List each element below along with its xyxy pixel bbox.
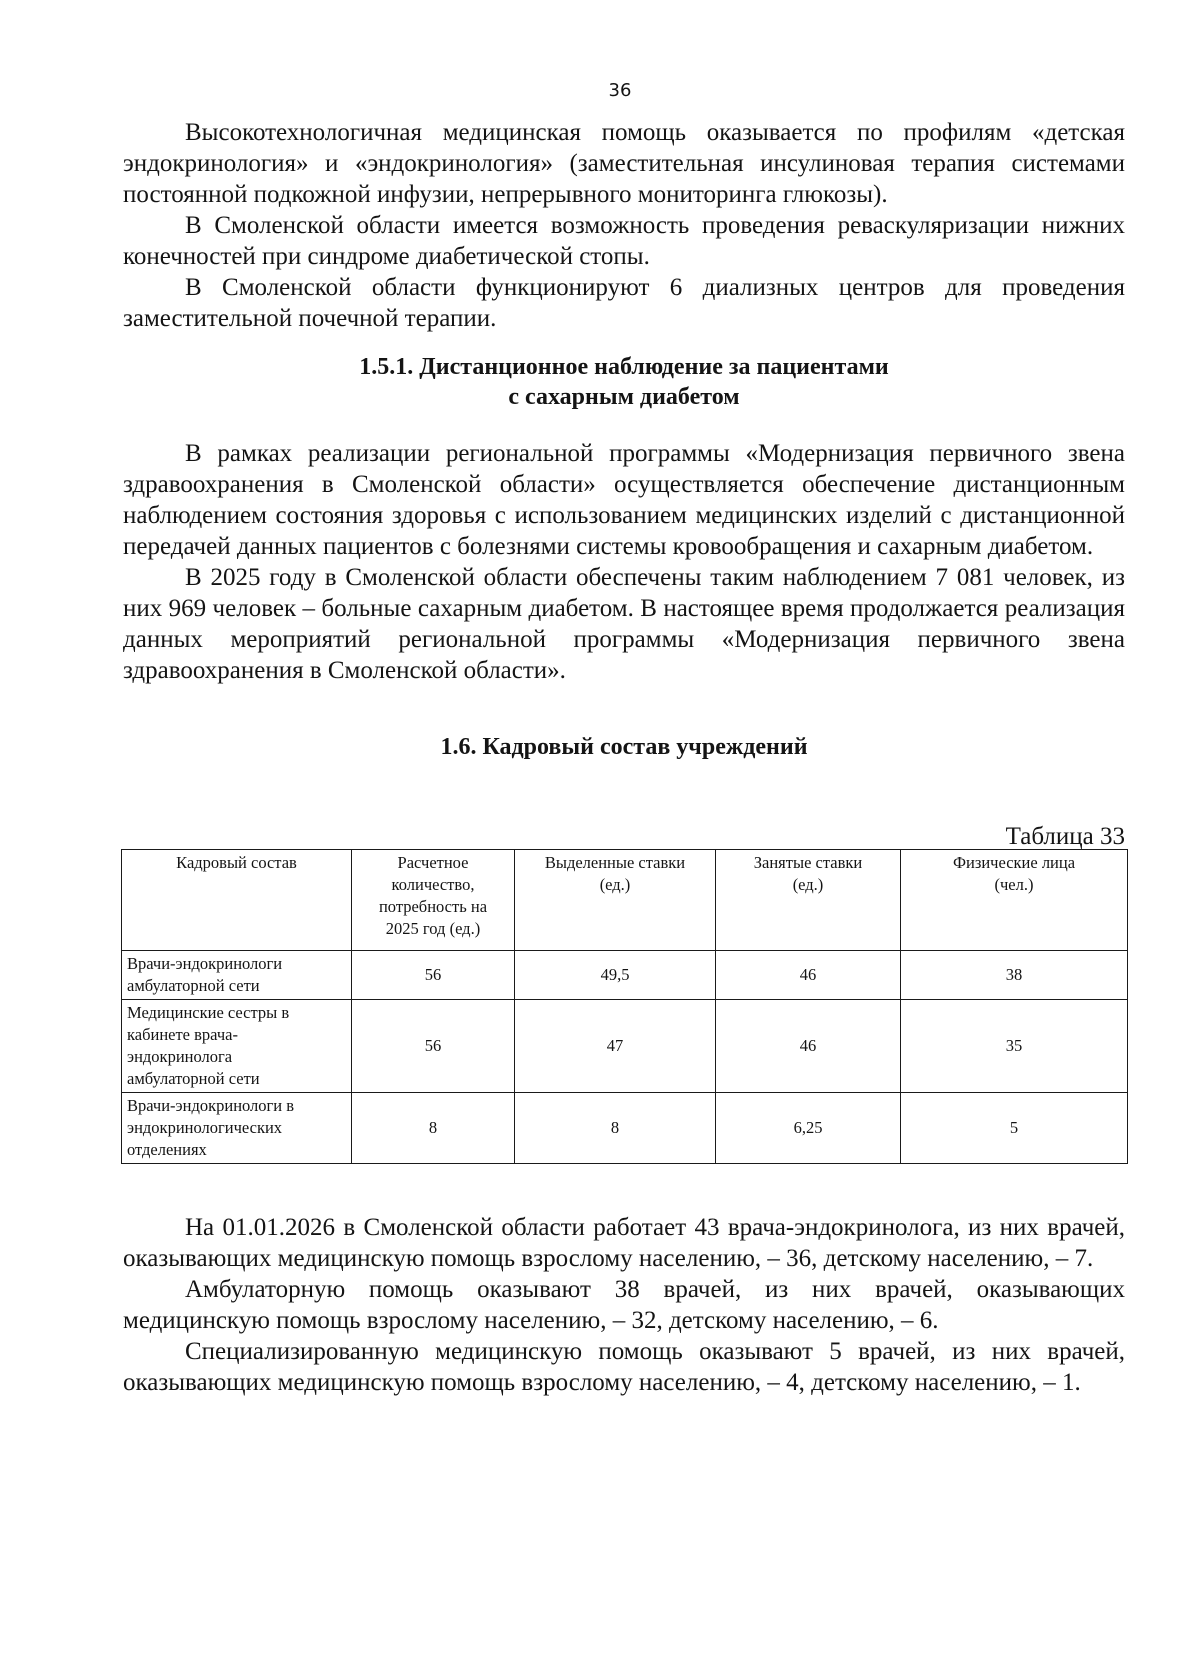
table-row [122,1093,1128,1164]
paragraph: На 01.01.2026 в Смоленской области работает 43 врача-эндокринолога, из них врачей, оказывающих медицинскую помощь взрослому населению, – 36, детскому населению, – 7. [123,1214,1125,1272]
table-header-row [122,850,1128,951]
paragraph: В Смоленской области имеется возможность проведения реваскуляризации нижних конечностей при синдроме диабетической стопы. [123,212,1125,270]
staff-table [121,849,1128,1164]
table-row [122,1000,1128,1093]
cell-individuals: 35 [901,1000,1128,1093]
section-heading-1-5-1 [123,352,1125,412]
paragraph: Высокотехнологичная медицинская помощь оказывается по профилям «детская эндокринология» и «эндокринология» (заместительная инсулиновая терапия системами постоянной подкожной инфузии, непрерывного мониторинга глюкозы). [123,119,1125,208]
cell-allocated-positions: 47 [515,1000,716,1093]
cell-occupied-positions: 6,25 [716,1093,901,1164]
paragraph: Специализированную медицинскую помощь оказывают 5 врачей, из них врачей, оказывающих медицинскую помощь взрослому населению, – 4, детскому населению, – 1. [123,1338,1125,1396]
paragraph: В 2025 году в Смоленской области обеспечены таким наблюдением 7 081 человек, из них 969 человек – больные сахарным диабетом. В настоящее время продолжается реализация данных мероприятий региональной программы «Модернизация первичного звена здравоохранения в Смоленской области». [123,564,1125,684]
page-number: 36 [608,80,632,101]
heading-line: 1.5.1. Дистанционное наблюдение за пациентами [359,354,889,380]
row-label: Врачи-эндокринологи амбулаторной сети [122,951,352,1000]
paragraph: В рамках реализации региональной программы «Модернизация первичного звена здравоохранения в Смоленской области» осуществляется обеспечение дистанционным наблюдением состояния здоровья с использованием медицинских изделий с дистанционной передачей данных пациентов с болезнями системы кровообращения и сахарным диабетом. [123,440,1125,560]
header-individuals: Физические лица (чел.) [901,850,1128,951]
cell-occupied-positions: 46 [716,951,901,1000]
cell-allocated-positions: 49,5 [515,951,716,1000]
cell-estimated-need: 8 [352,1093,515,1164]
intro-text [123,117,1125,334]
cell-occupied-positions: 46 [716,1000,901,1093]
cell-estimated-need: 56 [352,951,515,1000]
table-row [122,951,1128,1000]
cell-estimated-need: 56 [352,1000,515,1093]
paragraph: В Смоленской области функционируют 6 диализных центров для проведения заместительной почечной терапии. [123,274,1125,332]
cell-allocated-positions: 8 [515,1093,716,1164]
header-allocated-positions: Выделенные ставки (ед.) [515,850,716,951]
section-heading-1-6: 1.6. Кадровый состав учреждений [440,734,808,760]
section-1-6-text [123,1212,1125,1398]
cell-individuals: 5 [901,1093,1128,1164]
cell-individuals: 38 [901,951,1128,1000]
heading-line: с сахарным диабетом [508,384,740,410]
header-estimated-need: Расчетное количество, потребность на 2025 год (ед.) [352,850,515,951]
header-staff-composition: Кадровый состав [122,850,352,951]
row-label: Врачи-эндокринологи в эндокринологических отделениях [122,1093,352,1164]
header-occupied-positions: Занятые ставки (ед.) [716,850,901,951]
paragraph: Амбулаторную помощь оказывают 38 врачей, из них врачей, оказывающих медицинскую помощь взрослому населению, – 32, детскому населению, – 6. [123,1276,1125,1334]
section-1-5-1-text [123,438,1125,686]
table-caption: Таблица 33 [1005,823,1125,850]
row-label: Медицинские сестры в кабинете врача- эндокринолога амбулаторной сети [122,1000,352,1093]
